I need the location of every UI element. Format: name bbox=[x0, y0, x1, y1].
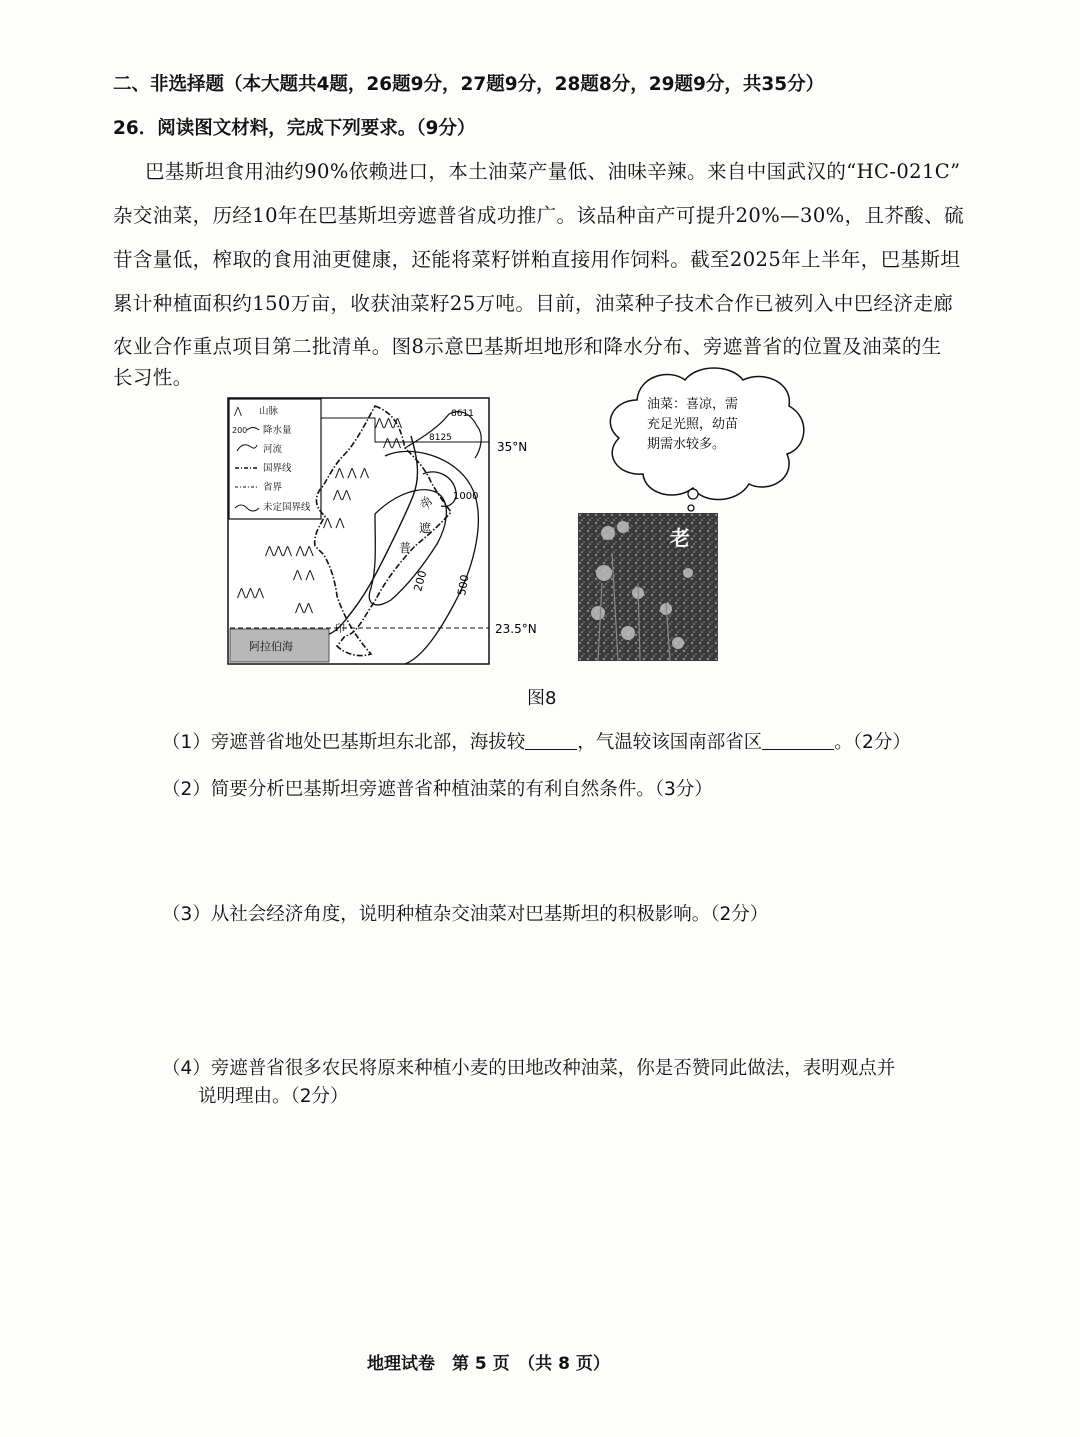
pakistan-map bbox=[225, 396, 555, 668]
section-title: 二、非选择题（本大题共4题，26题9分，27题9分，28题8分，29题9分，共35分） bbox=[113, 74, 825, 95]
bubble-dot-1 bbox=[688, 489, 698, 499]
river-label: 印 bbox=[335, 624, 345, 635]
material-line: 杂交油菜，历经10年在巴基斯坦旁遮普省成功推广。该品种亩产可提升20%—30%，且芥酸、硫 bbox=[113, 204, 964, 227]
subquestion-2: （2）简要分析巴基斯坦旁遮普省种植油菜的有利自然条件。（3分） bbox=[162, 779, 713, 800]
isohyet-500-label: 500 bbox=[455, 573, 472, 597]
legend-province: 省界 bbox=[263, 482, 283, 493]
bubble-line-3: 期需水较多。 bbox=[647, 437, 726, 452]
map-legend-box bbox=[229, 399, 321, 519]
bubble-line-2: 充足光照，幼苗 bbox=[647, 417, 739, 432]
legend-undefined: 未定国界线 bbox=[263, 502, 311, 513]
material-line: 巴基斯坦食用油约90%依赖进口，本土油菜产量低、油味辛辣。来自中国武汉的“HC-021C” bbox=[145, 160, 961, 183]
province-char-1: 旁 bbox=[417, 494, 436, 512]
svg-text:⋀⋀⋀: ⋀⋀⋀ bbox=[375, 416, 403, 429]
peak-8611: 8611 bbox=[451, 409, 474, 419]
isohyet-200-label: 200 bbox=[411, 569, 430, 593]
svg-text:⋀⋀⋀: ⋀⋀⋀ bbox=[237, 586, 265, 599]
lat-35-label: 35°N bbox=[497, 440, 528, 454]
svg-text:⋀ ⋀: ⋀ ⋀ bbox=[293, 568, 315, 581]
subquestion-3: （3）从社会经济角度，说明种植杂交油菜对巴基斯坦的积极影响。（2分） bbox=[162, 904, 769, 925]
material-line: 农业合作重点项目第二批清单。图8示意巴基斯坦地形和降水分布、旁遮普省的位置及油菜的生 bbox=[113, 335, 942, 358]
page-footer: 地理试卷 第 5 页 （共 8 页） bbox=[367, 1354, 610, 1374]
q1-text-2: ，气温较该国南部省区 bbox=[577, 732, 763, 753]
sea-label: 阿拉伯海 bbox=[249, 640, 293, 653]
legend-200-label: 200 bbox=[232, 426, 248, 435]
subquestion-4-line-2: 说明理由。（2分） bbox=[198, 1086, 349, 1107]
rapeseed-habit-bubble bbox=[597, 362, 812, 517]
svg-text:⋀ ⋀ ⋀: ⋀ ⋀ ⋀ bbox=[335, 466, 370, 479]
isohyet-1000-label: 1000 bbox=[453, 491, 479, 502]
subquestion-4-line-1: （4）旁遮普省很多农民将原来种植小麦的田地改种油菜，你是否赞同此做法，表明观点并 bbox=[162, 1058, 896, 1079]
question-26-title: 26．阅读图文材料，完成下列要求。（9分） bbox=[113, 118, 476, 139]
peak-8125: 8125 bbox=[429, 433, 452, 443]
subquestion-1 bbox=[162, 731, 911, 753]
bubble-cloud bbox=[610, 368, 803, 500]
q1-answer-blank-2[interactable] bbox=[762, 731, 834, 750]
province-char-2: 遮 bbox=[419, 521, 432, 535]
photo-label: 老 bbox=[670, 526, 690, 550]
material-line: 累计种植面积约150万亩，收获油菜籽25万吨。目前，油菜种子技术合作已被列入中巴经济走廊 bbox=[113, 292, 954, 315]
province-char-3: 普 bbox=[399, 541, 412, 555]
material-line: 苷含量低，榨取的食用油更健康，还能将菜籽饼粕直接用作饲料。截至2025年上半年，巴基斯坦 bbox=[113, 248, 961, 271]
rapeseed-photo bbox=[578, 513, 718, 661]
bubble-dot-2 bbox=[688, 505, 694, 511]
q1-answer-blank-1[interactable] bbox=[525, 731, 577, 750]
legend-border: 国界线 bbox=[263, 463, 292, 474]
legend-mountain: 山脉 bbox=[259, 406, 279, 417]
legend-isohyet: 降水量 bbox=[263, 425, 292, 436]
svg-text:⋀⋀: ⋀⋀ bbox=[295, 601, 314, 614]
legend-river: 河流 bbox=[263, 444, 283, 455]
legend-mountain-symbol: ⋀ bbox=[234, 406, 242, 417]
svg-text:⋀⋀⋀ ⋀⋀: ⋀⋀⋀ ⋀⋀ bbox=[265, 544, 314, 557]
svg-text:⋀⋀: ⋀⋀ bbox=[333, 488, 352, 501]
q1-text-3: 。（2分） bbox=[834, 732, 911, 753]
material-line: 长习性。 bbox=[113, 366, 193, 389]
svg-text:⋀ ⋀: ⋀ ⋀ bbox=[323, 516, 345, 529]
lat-23-5-label: 23.5°N bbox=[495, 622, 537, 636]
q1-text-1: （1）旁遮普省地处巴基斯坦东北部，海拔较 bbox=[162, 732, 526, 753]
bubble-line-1: 油菜：喜凉，需 bbox=[647, 397, 739, 412]
svg-text:⋀⋀: ⋀⋀ bbox=[383, 436, 402, 449]
figure-caption: 图8 bbox=[527, 688, 557, 709]
